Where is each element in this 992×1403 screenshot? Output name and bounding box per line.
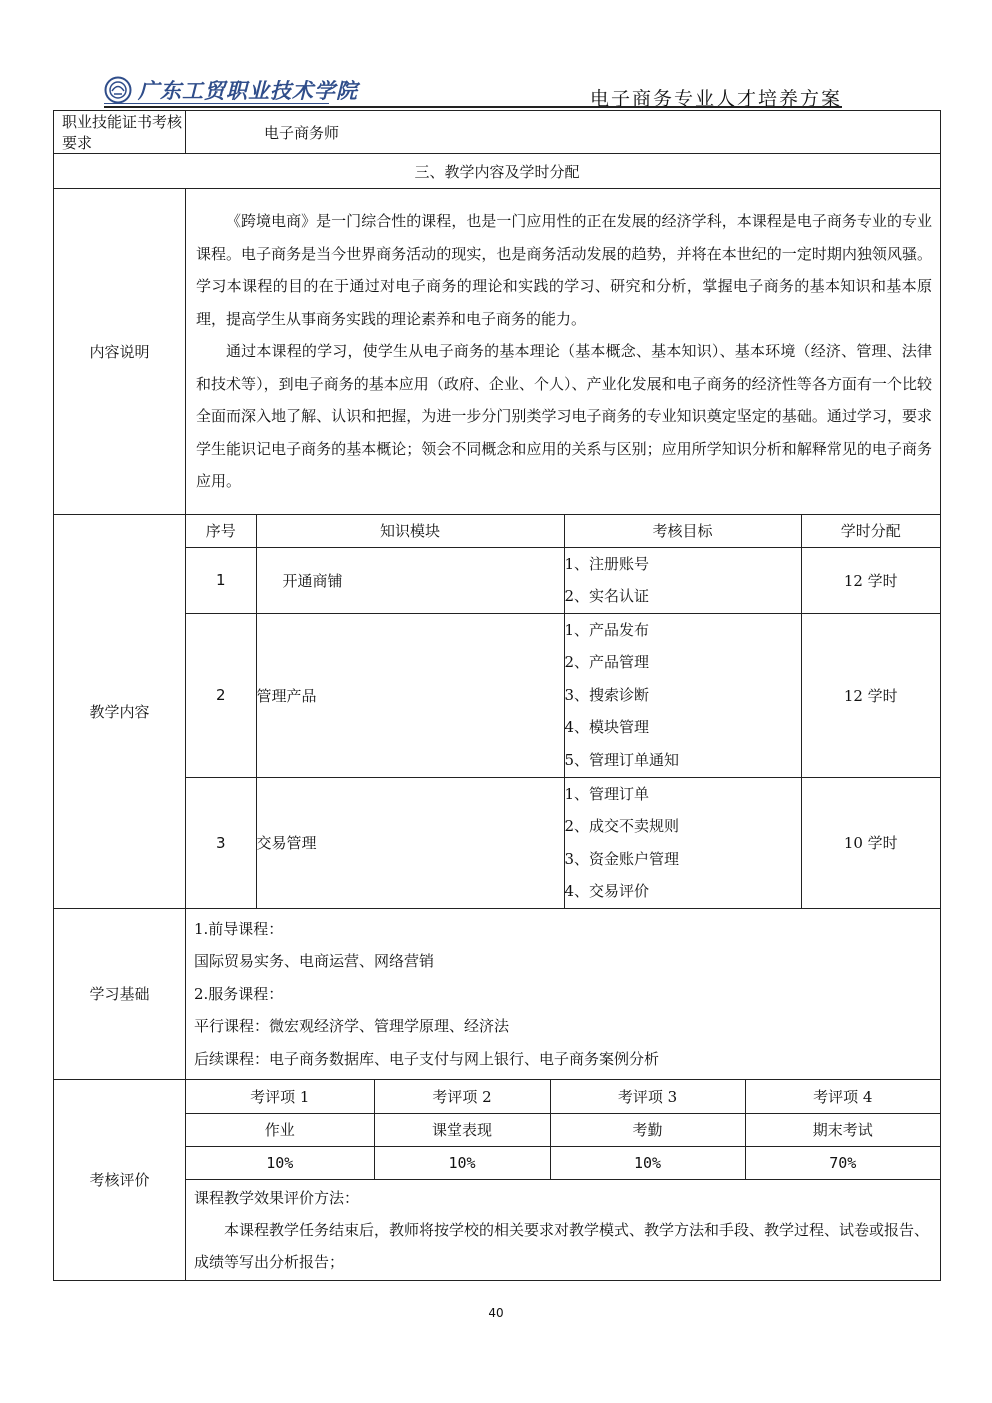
- school-logo: [104, 74, 358, 106]
- header-goal: 考核目标: [564, 515, 801, 547]
- goal-item: 2、实名认证: [564, 587, 650, 605]
- header-hours: 学时分配: [801, 515, 940, 547]
- row-hours: 10 学时: [801, 777, 940, 908]
- cert-value: 电子商务师: [264, 123, 340, 142]
- goal-item: 5、管理订单通知: [564, 750, 680, 769]
- goal-item: 1、注册账号: [564, 554, 650, 573]
- eval-items-row: [186, 1080, 940, 1113]
- eval-method-row: [186, 1179, 940, 1280]
- evaluation-table: [186, 1080, 940, 1280]
- eval-item: 考评项 2: [374, 1080, 550, 1113]
- eval-method: [186, 1179, 940, 1280]
- teaching-content-cell: [186, 515, 941, 909]
- eval-name: 考勤: [550, 1113, 745, 1146]
- eval-method-text: 本课程教学任务结束后，教师将按学校的相关要求对教学模式、教学方法和手段、教学过程、试卷或报告、成绩等写出分析报告；: [194, 1220, 930, 1271]
- row-no: 2: [186, 613, 256, 777]
- basis-line: 平行课程：微宏观经济学、管理学原理、经济法: [194, 1017, 510, 1035]
- eval-method-title: 课程教学效果评价方法：: [194, 1188, 360, 1207]
- cert-value-cell: [186, 111, 941, 154]
- basis-line: 国际贸易实务、电商运营、网络营销: [194, 952, 435, 970]
- header-module: 知识模块: [256, 515, 564, 547]
- eval-name: 作业: [186, 1113, 374, 1146]
- basis-text: [186, 908, 941, 1080]
- goal-item: 1、产品发布: [564, 620, 650, 639]
- eval-item: 考评项 4: [745, 1080, 940, 1113]
- row-goals: [564, 547, 801, 613]
- syllabus-table: [53, 110, 941, 1281]
- row-module: 交易管理: [256, 777, 564, 908]
- eval-weight: 10%: [374, 1146, 550, 1179]
- eval-weight: 70%: [745, 1146, 940, 1179]
- header-rule-short: [104, 103, 329, 104]
- row-hours: 12 学时: [801, 613, 940, 777]
- eval-item: 考评项 3: [550, 1080, 745, 1113]
- header-rule: [104, 106, 842, 108]
- teaching-header-row: [186, 515, 940, 547]
- eval-weight: 10%: [186, 1146, 374, 1179]
- eval-weight: 10%: [550, 1146, 745, 1179]
- evaluation-cell: [186, 1080, 941, 1281]
- page-header: [0, 0, 992, 110]
- basis-line: 后续课程：电子商务数据库、电子支付与网上银行、电子商务案例分析: [194, 1049, 660, 1068]
- page-number: 40: [488, 1306, 504, 1320]
- teaching-label: 教学内容: [54, 515, 186, 909]
- row-module: 管理产品: [256, 613, 564, 777]
- row-module: [256, 547, 564, 613]
- school-emblem-icon: [104, 76, 132, 104]
- content-desc-paragraph: 通过本课程的学习，使学生从电子商务的基本理论（基本概念、基本知识）、基本环境（经济、管理、法律和技术等），到电子商务的基本应用（政府、企业、个人）、产业化发展和电子商务的经济性等各方面有一个比较全面而深入地了解、认识和把握，为进一步分门别类学习电子商务的专业知识奠定坚定的基础。通过学习，要求学生能识记电子商务的基本概论；领会不同概念和应用的关系与区别；应用所学知识分析和解释常见的电子商务应用。: [196, 342, 932, 491]
- eval-names-row: [186, 1113, 940, 1146]
- goal-item: 4、模块管理: [564, 718, 650, 737]
- evaluation-label: 考核评价: [54, 1080, 186, 1281]
- content-desc-paragraph: 《跨境电商》是一门综合性的课程，也是一门应用性的正在发展的经济学科，本课程是电子商务专业的专业课程。电子商务是当今世界商务活动的现实，也是商务活动发展的趋势，并将在本世纪的一定时期内独领风骚。学习本课程的目的在于通过对电子商务的理论和实践的学习、研究和分析，掌握电子商务的基本知识和基本原理，提高学生从事商务实践的理论素养和电子商务的能力。: [196, 212, 932, 328]
- document-title: 电子商务专业人才培养方案: [589, 88, 842, 110]
- goal-item: 1、管理订单: [564, 784, 650, 803]
- row-module-text: 开通商铺: [282, 571, 343, 590]
- goal-item: 4、交易评价: [564, 882, 650, 900]
- table-row: [186, 547, 940, 613]
- content-desc-text: [186, 189, 941, 515]
- content-desc-label: 内容说明: [54, 189, 186, 515]
- eval-item: 考评项 1: [186, 1080, 374, 1113]
- teaching-table: [186, 515, 940, 908]
- section-title: 三、教学内容及学时分配: [54, 154, 941, 189]
- goal-item: 3、资金账户管理: [564, 849, 680, 868]
- row-no: 3: [186, 777, 256, 908]
- table-row: [186, 777, 940, 908]
- logo-text: 广东工贸职业技术学院: [138, 78, 358, 103]
- row-hours: 12 学时: [801, 547, 940, 613]
- row-goals: [564, 777, 801, 908]
- goal-item: 2、产品管理: [564, 653, 650, 672]
- eval-name: 期末考试: [745, 1113, 940, 1146]
- row-goals: [564, 613, 801, 777]
- eval-name: 课堂表现: [374, 1113, 550, 1146]
- basis-line: 1.前导课程：: [194, 919, 284, 938]
- table-row: [186, 613, 940, 777]
- eval-weights-row: [186, 1146, 940, 1179]
- cert-label: 职业技能证书考核要求: [54, 111, 186, 154]
- header-no: 序号: [186, 515, 256, 547]
- basis-line: 2.服务课程：: [194, 984, 284, 1003]
- row-no: 1: [186, 547, 256, 613]
- basis-label: 学习基础: [54, 908, 186, 1080]
- goal-item: 2、成交不卖规则: [564, 817, 680, 835]
- goal-item: 3、搜索诊断: [564, 685, 650, 704]
